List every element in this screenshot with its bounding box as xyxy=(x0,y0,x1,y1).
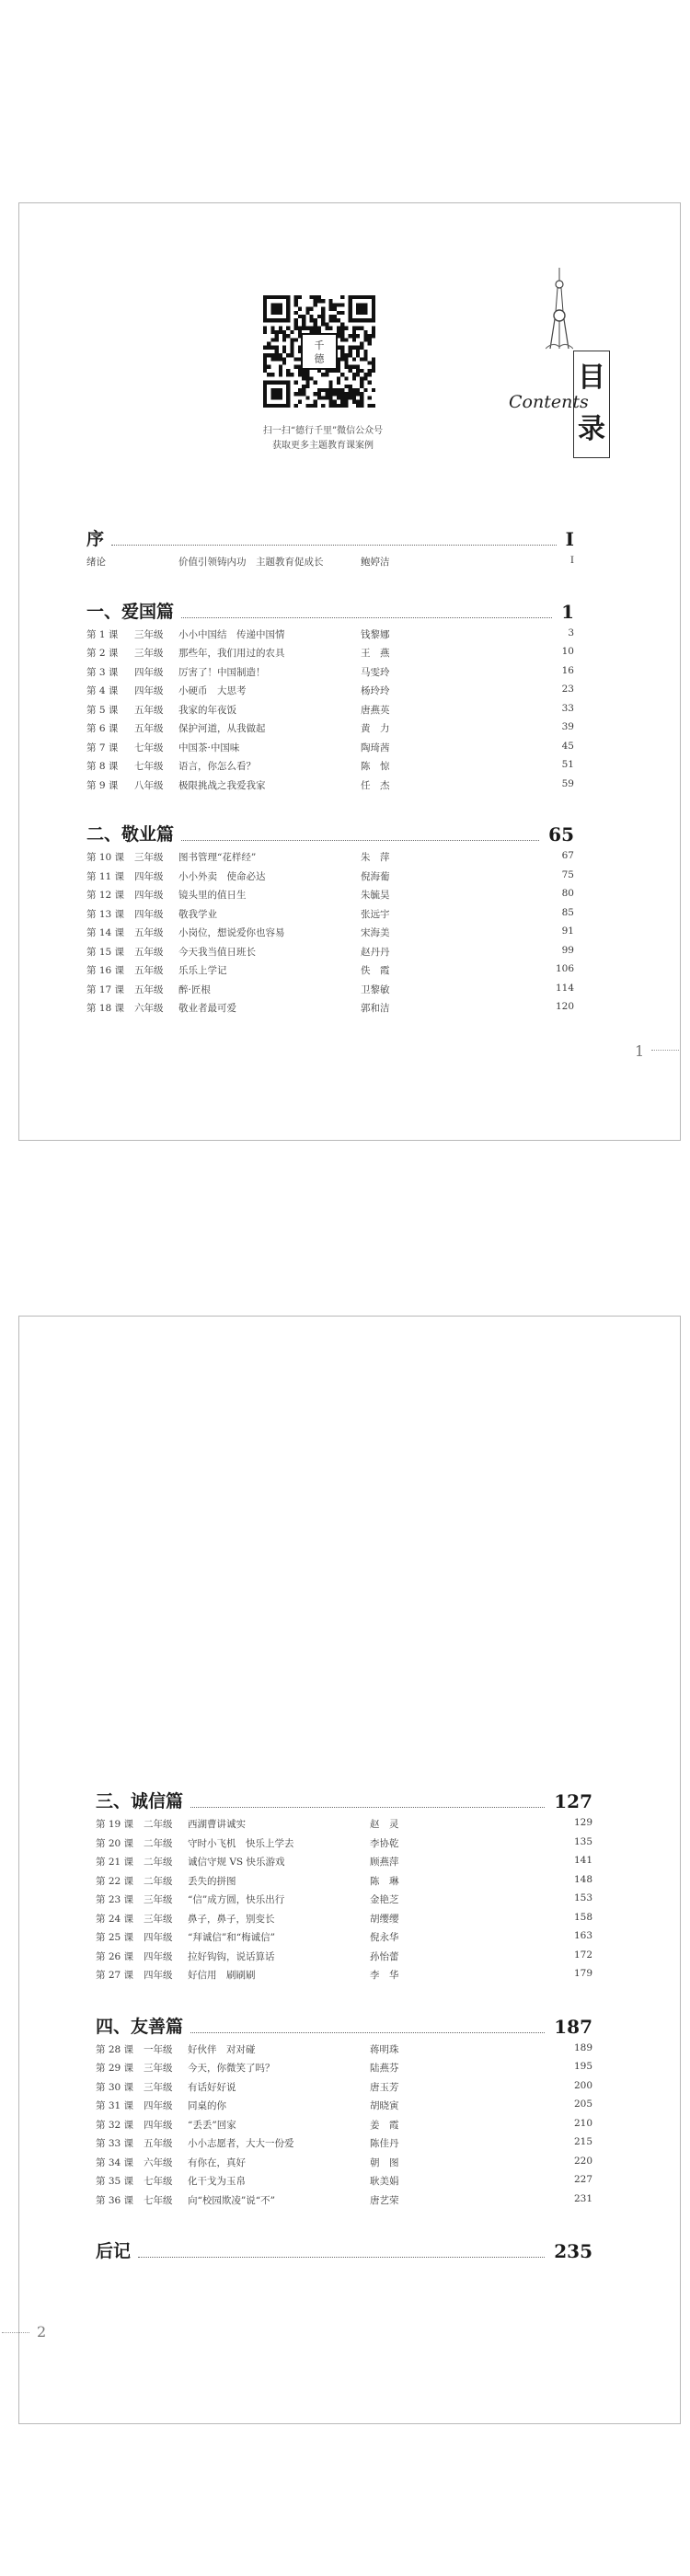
lesson-title: 有话好好说 xyxy=(188,2081,236,2093)
grade-level: 八年级 xyxy=(134,779,164,791)
grade-level: 七年级 xyxy=(134,761,164,772)
lesson-number: 第 16 课 xyxy=(86,965,125,976)
lesson-title: 敬我学业 xyxy=(178,908,217,920)
lesson-title: 丢失的拼图 xyxy=(188,1875,236,1887)
lesson-title: 极限挑战之我爱我家 xyxy=(178,779,266,791)
lesson-title: 乐乐上学记 xyxy=(178,965,227,976)
grade-level: 七年级 xyxy=(144,2176,173,2187)
lesson-title: “信”成方圆，快乐出行 xyxy=(188,1894,285,1905)
entry-page-number: 195 xyxy=(573,2061,592,2072)
author-name: 张远宇 xyxy=(361,908,390,920)
lesson-number: 第 17 课 xyxy=(86,983,125,995)
entry-page-number: 210 xyxy=(573,2117,592,2129)
lesson-title: 小小志愿者，大大一份爱 xyxy=(188,2138,294,2149)
author-name: 朝 图 xyxy=(370,2156,399,2168)
svg-text:德: 德 xyxy=(314,352,325,365)
lesson-title: 小岗位，想说爱你也容易 xyxy=(178,927,285,938)
toc-entry[interactable] xyxy=(86,963,574,978)
contents-title-block xyxy=(509,268,610,461)
lesson-number: 第 1 课 xyxy=(86,628,119,640)
author-name: 任 杰 xyxy=(361,779,390,791)
lesson-number: 第 10 课 xyxy=(86,852,125,863)
lesson-number: 第 2 课 xyxy=(86,648,119,659)
toc-entry[interactable] xyxy=(86,869,574,884)
entry-page-number: 10 xyxy=(561,646,574,657)
dot-leader xyxy=(111,545,557,546)
author-name: 陈 惊 xyxy=(361,761,390,772)
entry-page-number: 163 xyxy=(573,1930,592,1941)
entry-page-number: 141 xyxy=(573,1855,592,1866)
author-name: 赵丹丹 xyxy=(361,946,390,958)
lesson-title: 拉好钩钩，说话算话 xyxy=(188,1950,275,1962)
author-name: 唐燕英 xyxy=(361,704,390,716)
toc-entry[interactable] xyxy=(96,1968,592,1983)
author-name: 陈 琳 xyxy=(370,1875,399,1887)
grade-level: 二年级 xyxy=(144,1837,173,1849)
svg-text:千: 千 xyxy=(314,339,325,352)
title-char-lu: 录 xyxy=(578,413,605,445)
lesson-number: 第 20 课 xyxy=(96,1837,134,1849)
lesson-number: 第 35 课 xyxy=(96,2176,134,2187)
lesson-number: 第 8 课 xyxy=(86,761,119,772)
entry-page-number: 3 xyxy=(568,627,574,638)
lesson-number: 第 21 课 xyxy=(96,1857,134,1868)
grade-level: 五年级 xyxy=(134,946,164,958)
lesson-title: 好伙伴 对对碰 xyxy=(188,2043,256,2055)
lesson-title: 那些年，我们用过的农具 xyxy=(178,648,285,659)
toc-entry[interactable] xyxy=(96,2080,592,2095)
lesson-title: 厉害了！中国制造！ xyxy=(178,666,266,678)
lesson-title: 有你在，真好 xyxy=(188,2156,246,2168)
grade-level: 三年级 xyxy=(144,1894,173,1905)
entry-page-number: 153 xyxy=(573,1892,592,1903)
grade-level: 七年级 xyxy=(144,2194,173,2206)
lesson-title: 化干戈为玉帛 xyxy=(188,2176,246,2187)
author-name: 钱黎娜 xyxy=(361,628,390,640)
entry-page-number: 215 xyxy=(573,2136,592,2147)
lesson-title: 诚信守规 VS 快乐游戏 xyxy=(188,1857,285,1868)
lesson-title: 鼻子，鼻子，别变长 xyxy=(188,1913,275,1925)
page-number-2: 2 xyxy=(37,2323,47,2340)
section-heading xyxy=(86,525,574,550)
grade-level: 二年级 xyxy=(144,1875,173,1887)
entry-page-number: 120 xyxy=(555,1001,574,1012)
grade-level: 七年级 xyxy=(134,742,164,753)
entry-page-number: 179 xyxy=(573,1968,592,1979)
entry-page-number: 148 xyxy=(573,1873,592,1885)
lesson-number: 第 36 课 xyxy=(96,2194,134,2206)
lesson-number: 第 32 课 xyxy=(96,2119,134,2131)
author-name: 陆燕芬 xyxy=(370,2063,399,2074)
section-name: 三、诚信篇 xyxy=(96,1791,184,1811)
lesson-title: 镜头里的值日生 xyxy=(178,890,247,901)
author-name: 倪海葡 xyxy=(361,870,390,882)
lesson-number: 第 33 课 xyxy=(96,2138,134,2149)
grade-level: 四年级 xyxy=(144,2119,173,2131)
toc-entry[interactable] xyxy=(86,759,574,774)
section-page-number: I xyxy=(565,528,574,550)
entry-page-number: 227 xyxy=(573,2174,592,2185)
lesson-number: 第 13 课 xyxy=(86,908,125,920)
grade-level: 五年级 xyxy=(134,965,164,976)
entry-page-number: 45 xyxy=(561,740,574,752)
lesson-title: 同桌的你 xyxy=(188,2100,226,2111)
section-page-number: 235 xyxy=(554,2240,592,2262)
grade-level: 三年级 xyxy=(144,2063,173,2074)
toc-entry[interactable] xyxy=(96,1855,592,1869)
author-name: 陶琦茜 xyxy=(361,742,390,753)
section-name: 序 xyxy=(86,529,105,549)
grade-level: 三年级 xyxy=(144,2081,173,2093)
author-name: 卫黎敏 xyxy=(361,983,390,995)
lesson-title: 向“校园欺凌”说“不” xyxy=(188,2194,275,2206)
author-name: 朱毓昊 xyxy=(361,890,390,901)
toc-entry[interactable] xyxy=(96,2118,592,2133)
toc-entry[interactable] xyxy=(96,2099,592,2113)
toc-entry[interactable] xyxy=(86,778,574,793)
toc-entry[interactable] xyxy=(96,2174,592,2189)
toc-entry[interactable] xyxy=(86,703,574,718)
entry-page-number: I xyxy=(569,555,574,566)
author-name: 姜 霞 xyxy=(370,2119,399,2131)
entry-page-number: 135 xyxy=(573,1835,592,1847)
toc-entry[interactable] xyxy=(86,646,574,661)
page-number-1: 1 xyxy=(635,1042,645,1060)
entry-page-number: 80 xyxy=(561,888,574,899)
entry-page-number: 158 xyxy=(573,1911,592,1923)
lesson-title: “丢丢”回家 xyxy=(188,2119,236,2131)
author-name: 郭和洁 xyxy=(361,1003,390,1014)
grade-level: 四年级 xyxy=(134,870,164,882)
title-contents-english: Contents xyxy=(509,392,589,412)
section-name: 二、敬业篇 xyxy=(86,824,175,845)
entry-page-number: 205 xyxy=(573,2099,592,2110)
toc-entry[interactable] xyxy=(86,926,574,940)
section-page-number: 187 xyxy=(554,2015,592,2038)
lesson-number: 第 4 课 xyxy=(86,685,119,696)
toc-page-1 xyxy=(18,202,681,1141)
author-name: 倪永华 xyxy=(370,1932,399,1943)
grade-level: 二年级 xyxy=(144,1857,173,1868)
section-heading xyxy=(96,2237,592,2262)
toc-entry[interactable] xyxy=(96,2156,592,2170)
lesson-title: 图书管理“花样经” xyxy=(178,852,257,863)
lesson-number: 第 7 课 xyxy=(86,742,119,753)
grade-level: 四年级 xyxy=(144,1932,173,1943)
grade-level: 四年级 xyxy=(144,2100,173,2111)
author-name: 胡缨缨 xyxy=(370,1913,399,1925)
toc-entry[interactable] xyxy=(86,1001,574,1016)
author-name: 朱 萍 xyxy=(361,852,390,863)
toc-entry[interactable] xyxy=(86,684,574,698)
grade-level: 五年级 xyxy=(134,983,164,995)
entry-page-number: 99 xyxy=(561,944,574,956)
section-page-number: 65 xyxy=(548,823,574,845)
grade-level: 五年级 xyxy=(144,2138,173,2149)
lesson-number: 第 14 课 xyxy=(86,927,125,938)
toc-entry[interactable] xyxy=(86,983,574,997)
toc-entry[interactable] xyxy=(96,2042,592,2057)
toc-entry[interactable] xyxy=(86,555,574,569)
author-name: 马雯玲 xyxy=(361,666,390,678)
lesson-number: 第 34 课 xyxy=(96,2156,134,2168)
lesson-title: 小小外卖 使命必达 xyxy=(178,870,266,882)
toc-entry[interactable] xyxy=(86,907,574,922)
toc-entry[interactable] xyxy=(86,627,574,642)
author-name: 李 华 xyxy=(370,1970,399,1981)
section-heading xyxy=(96,1788,592,1812)
lesson-number: 第 27 课 xyxy=(96,1970,134,1981)
entry-page-number: 106 xyxy=(555,963,574,974)
entry-page-number: 172 xyxy=(573,1949,592,1961)
lesson-number: 第 26 课 xyxy=(96,1950,134,1962)
lesson-title: 西湖曹讲诚实 xyxy=(188,1819,246,1830)
section-name: 一、爱国篇 xyxy=(86,601,175,622)
entry-page-number: 23 xyxy=(561,684,574,695)
lesson-title: 价值引领铸内功 主题教育促成长 xyxy=(178,557,324,568)
author-name: 赵 灵 xyxy=(370,1819,399,1830)
toc-entry[interactable] xyxy=(96,1817,592,1832)
entry-page-number: 231 xyxy=(573,2192,592,2204)
entry-page-number: 189 xyxy=(573,2041,592,2053)
author-name: 宋海美 xyxy=(361,927,390,938)
entry-page-number: 75 xyxy=(561,868,574,880)
toc-entry[interactable] xyxy=(86,741,574,755)
toc-entry[interactable] xyxy=(96,2193,592,2208)
lesson-title: 守时小飞机 快乐上学去 xyxy=(188,1837,294,1849)
lesson-number: 第 23 课 xyxy=(96,1894,134,1905)
lesson-number: 第 5 课 xyxy=(86,704,119,716)
author-name: 黄 力 xyxy=(361,723,390,734)
lesson-title: 保护河道，从我做起 xyxy=(178,723,266,734)
lesson-number: 第 24 课 xyxy=(96,1913,134,1925)
grade-level: 四年级 xyxy=(134,666,164,678)
dot-leader xyxy=(181,840,539,841)
dot-leader xyxy=(138,2257,545,2258)
author-name: 陈佳丹 xyxy=(370,2138,399,2149)
lesson-number: 第 28 课 xyxy=(96,2043,134,2055)
grade-level: 四年级 xyxy=(144,1970,173,1981)
lesson-number: 第 3 课 xyxy=(86,666,119,678)
lesson-number: 第 11 课 xyxy=(86,870,125,882)
lesson-number: 第 22 课 xyxy=(96,1875,134,1887)
section-page-number: 1 xyxy=(561,600,574,623)
dot-leader xyxy=(181,617,552,618)
page-edge-leader xyxy=(2,2332,29,2333)
entry-page-number: 16 xyxy=(561,664,574,676)
grade-level: 五年级 xyxy=(134,704,164,716)
lesson-number: 绪论 xyxy=(86,557,106,568)
entry-page-number: 85 xyxy=(561,906,574,918)
entry-page-number: 39 xyxy=(561,721,574,732)
grade-level: 六年级 xyxy=(144,2156,173,2168)
grade-level: 四年级 xyxy=(134,908,164,920)
toc-entry[interactable] xyxy=(96,1912,592,1926)
lesson-title: 我家的年夜饭 xyxy=(178,704,236,716)
grade-level: 三年级 xyxy=(144,1913,173,1925)
entry-page-number: 67 xyxy=(561,850,574,861)
author-name: 唐玉芳 xyxy=(370,2081,399,2093)
lesson-title: 今天，你微笑了吗？ xyxy=(188,2063,275,2074)
grade-level: 五年级 xyxy=(134,927,164,938)
section-heading xyxy=(96,2013,592,2038)
toc-entry[interactable] xyxy=(86,945,574,960)
lesson-title: 今天我当值日班长 xyxy=(178,946,256,958)
author-name: 金艳芝 xyxy=(370,1894,399,1905)
lesson-number: 第 31 课 xyxy=(96,2100,134,2111)
section-name: 四、友善篇 xyxy=(96,2016,184,2037)
entry-page-number: 33 xyxy=(561,702,574,714)
author-name: 王 燕 xyxy=(361,648,390,659)
lesson-number: 第 12 课 xyxy=(86,890,125,901)
grade-level: 三年级 xyxy=(134,648,164,659)
entry-page-number: 59 xyxy=(561,777,574,789)
author-name: 胡晓寅 xyxy=(370,2100,399,2111)
lesson-number: 第 18 课 xyxy=(86,1003,125,1014)
section-heading xyxy=(86,821,574,845)
author-name: 蒋明珠 xyxy=(370,2043,399,2055)
title-char-mu: 目 xyxy=(578,362,605,394)
author-name: 顾燕萍 xyxy=(370,1857,399,1868)
grade-level: 三年级 xyxy=(134,852,164,863)
lesson-title: 小小中国结 传递中国情 xyxy=(178,628,285,640)
toc-entry[interactable] xyxy=(86,888,574,903)
entry-page-number: 129 xyxy=(573,1817,592,1828)
lesson-number: 第 29 课 xyxy=(96,2063,134,2074)
lesson-title: 敬业者最可爱 xyxy=(178,1003,236,1014)
grade-level: 一年级 xyxy=(144,2043,173,2055)
lesson-number: 第 6 课 xyxy=(86,723,119,734)
lesson-title: 小硬币 大思考 xyxy=(178,685,247,696)
section-name: 后记 xyxy=(96,2241,132,2261)
entry-page-number: 91 xyxy=(561,926,574,937)
lesson-number: 第 25 课 xyxy=(96,1932,134,1943)
grade-level: 二年级 xyxy=(144,1819,173,1830)
lesson-title: “拜诚信”和“梅诚信” xyxy=(188,1932,275,1943)
qr-caption-line2: 获取更多主题教育课案例 xyxy=(272,441,374,451)
author-name: 耿美娟 xyxy=(370,2176,399,2187)
qr-code-image xyxy=(263,295,375,408)
section-heading xyxy=(86,598,574,623)
toc-entry[interactable] xyxy=(96,2136,592,2151)
toc-entry[interactable] xyxy=(96,1930,592,1945)
section-page-number: 127 xyxy=(554,1790,592,1812)
lesson-title: 语言，你怎么看？ xyxy=(178,761,256,772)
lesson-title: 好信用 刷刷刷 xyxy=(188,1970,256,1981)
toc-entry[interactable] xyxy=(96,1949,592,1964)
lesson-number: 第 9 课 xyxy=(86,779,119,791)
author-name: 鲍婷洁 xyxy=(361,557,390,568)
lesson-title: 醉·匠根 xyxy=(178,983,211,995)
toc-entry[interactable] xyxy=(86,665,574,680)
lesson-number: 第 15 课 xyxy=(86,946,125,958)
entry-page-number: 114 xyxy=(555,982,574,994)
grade-level: 四年级 xyxy=(134,685,164,696)
dot-leader xyxy=(190,2032,545,2033)
tv-tower-icon xyxy=(546,268,573,351)
entry-page-number: 220 xyxy=(573,2155,592,2167)
author-name: 孙怡蕾 xyxy=(370,1950,399,1962)
grade-level: 四年级 xyxy=(144,1950,173,1962)
grade-level: 四年级 xyxy=(134,890,164,901)
grade-level: 三年级 xyxy=(134,628,164,640)
grade-level: 六年级 xyxy=(134,1003,164,1014)
toc-entry[interactable] xyxy=(86,850,574,865)
lesson-title: 中国茶·中国味 xyxy=(178,742,240,753)
lesson-number: 第 19 课 xyxy=(96,1819,134,1830)
toc-entry[interactable] xyxy=(96,1892,592,1907)
toc-entry[interactable] xyxy=(96,2061,592,2076)
author-name: 李协乾 xyxy=(370,1837,399,1849)
grade-level: 五年级 xyxy=(134,723,164,734)
dot-leader xyxy=(190,1807,545,1808)
toc-entry[interactable] xyxy=(86,721,574,736)
qr-caption-line1: 扫一扫“德行千里”微信公众号 xyxy=(262,426,384,436)
entry-page-number: 51 xyxy=(561,759,574,770)
page-edge-leader xyxy=(651,1050,679,1051)
author-name: 杨玲玲 xyxy=(361,685,390,696)
lesson-number: 第 30 课 xyxy=(96,2081,134,2093)
toc-entry[interactable] xyxy=(96,1874,592,1889)
author-name: 唐艺荣 xyxy=(370,2194,399,2206)
toc-entry[interactable] xyxy=(96,1836,592,1851)
author-name: 佚 霞 xyxy=(361,965,390,976)
toc-page-2 xyxy=(18,1316,681,2424)
entry-page-number: 200 xyxy=(573,2079,592,2091)
